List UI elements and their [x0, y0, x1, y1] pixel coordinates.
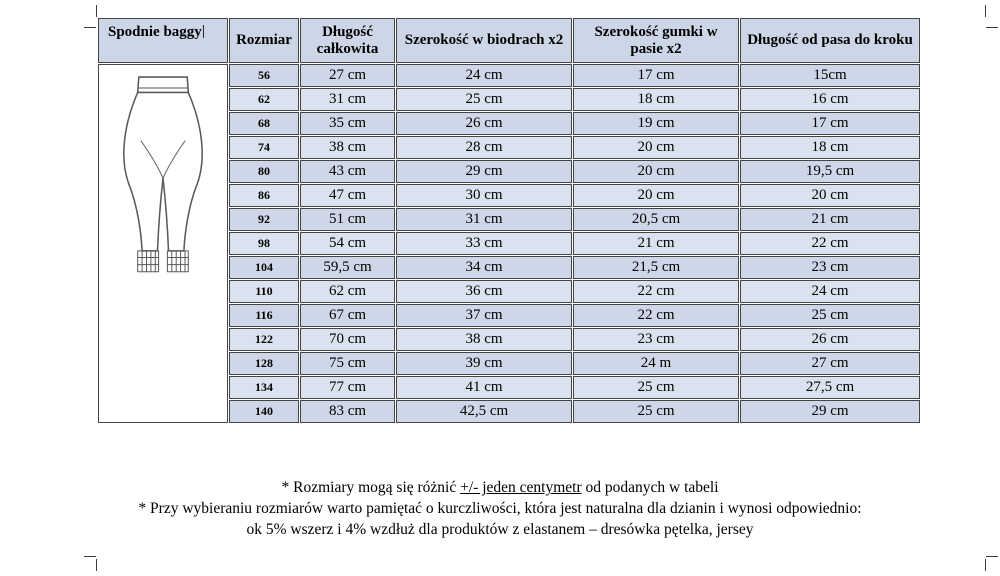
crop-mark-top-right-h	[986, 27, 998, 28]
size-cell: 92	[229, 208, 299, 231]
header-row	[98, 18, 920, 63]
crop-mark-top-left-h	[84, 27, 96, 28]
size-table-body	[98, 64, 920, 423]
text-cursor	[203, 25, 204, 38]
value-cell: 62 cm	[300, 280, 395, 303]
value-cell: 20,5 cm	[573, 208, 739, 231]
value-cell: 41 cm	[396, 376, 572, 399]
column-header-rozmiar: Rozmiar	[229, 18, 299, 63]
value-cell: 24 cm	[396, 64, 572, 87]
value-cell: 67 cm	[300, 304, 395, 327]
size-cell: 98	[229, 232, 299, 255]
value-cell: 20 cm	[573, 136, 739, 159]
column-header-dlugosc-calkowita: Długość całkowita	[300, 18, 395, 63]
value-cell: 70 cm	[300, 328, 395, 351]
value-cell: 15cm	[740, 64, 920, 87]
value-cell: 17 cm	[740, 112, 920, 135]
value-cell: 38 cm	[396, 328, 572, 351]
value-cell: 26 cm	[396, 112, 572, 135]
value-cell: 75 cm	[300, 352, 395, 375]
value-cell: 19,5 cm	[740, 160, 920, 183]
pants-image-cell	[98, 64, 228, 423]
size-cell: 86	[229, 184, 299, 207]
footnote-3: ok 5% wszerz i 4% wzdłuż dla produktów z elastanem – dresówka pętelka, jersey	[246, 521, 754, 538]
value-cell: 28 cm	[396, 136, 572, 159]
value-cell: 27,5 cm	[740, 376, 920, 399]
product-title: Spodnie baggy	[108, 24, 202, 40]
footnote-1	[0, 477, 1000, 498]
footnote-2: * Przy wybieraniu rozmiarów warto pamiętać o kurczliwości, która jest naturalna dla dzianin i wynosi odpowiednio:	[138, 500, 862, 517]
value-cell: 21,5 cm	[573, 256, 739, 279]
size-cell: 74	[229, 136, 299, 159]
size-cell: 104	[229, 256, 299, 279]
footnotes	[0, 477, 1000, 540]
size-cell: 128	[229, 352, 299, 375]
size-cell: 56	[229, 64, 299, 87]
value-cell: 77 cm	[300, 376, 395, 399]
value-cell: 22 cm	[573, 304, 739, 327]
size-cell: 80	[229, 160, 299, 183]
value-cell: 25 cm	[396, 88, 572, 111]
value-cell: 31 cm	[300, 88, 395, 111]
value-cell: 38 cm	[300, 136, 395, 159]
value-cell: 47 cm	[300, 184, 395, 207]
value-cell: 22 cm	[573, 280, 739, 303]
value-cell: 36 cm	[396, 280, 572, 303]
value-cell: 83 cm	[300, 400, 395, 423]
footnote-1-prefix: * Rozmiary mogą się różnić	[281, 479, 461, 496]
crop-mark-bottom-right-v	[985, 559, 986, 571]
value-cell: 54 cm	[300, 232, 395, 255]
value-cell: 24 m	[573, 352, 739, 375]
size-cell: 110	[229, 280, 299, 303]
value-cell: 35 cm	[300, 112, 395, 135]
value-cell: 59,5 cm	[300, 256, 395, 279]
value-cell: 29 cm	[740, 400, 920, 423]
baggy-pants-icon	[108, 68, 218, 283]
crop-mark-bottom-left-v	[96, 559, 97, 571]
value-cell: 43 cm	[300, 160, 395, 183]
value-cell: 51 cm	[300, 208, 395, 231]
value-cell: 16 cm	[740, 88, 920, 111]
value-cell: 29 cm	[396, 160, 572, 183]
value-cell: 20 cm	[740, 184, 920, 207]
size-cell: 140	[229, 400, 299, 423]
value-cell: 25 cm	[573, 400, 739, 423]
value-cell: 18 cm	[573, 88, 739, 111]
value-cell: 21 cm	[573, 232, 739, 255]
value-cell: 23 cm	[573, 328, 739, 351]
value-cell: 27 cm	[740, 352, 920, 375]
size-cell: 122	[229, 328, 299, 351]
value-cell: 25 cm	[740, 304, 920, 327]
size-cell: 62	[229, 88, 299, 111]
value-cell: 37 cm	[396, 304, 572, 327]
value-cell: 20 cm	[573, 160, 739, 183]
value-cell: 30 cm	[396, 184, 572, 207]
value-cell: 23 cm	[740, 256, 920, 279]
value-cell: 18 cm	[740, 136, 920, 159]
column-header-szerokosc-gumki: Szerokość gumki w pasie x2	[573, 18, 739, 63]
column-header-szerokosc-biodra: Szerokość w biodrach x2	[396, 18, 572, 63]
footnote-1-suffix: od podanych w tabeli	[581, 479, 719, 496]
value-cell: 19 cm	[573, 112, 739, 135]
footnote-1-underlined: +/- jeden centymetr	[460, 479, 582, 496]
size-cell: 116	[229, 304, 299, 327]
size-cell: 68	[229, 112, 299, 135]
value-cell: 39 cm	[396, 352, 572, 375]
value-cell: 25 cm	[573, 376, 739, 399]
table-row	[98, 64, 920, 87]
crop-mark-bottom-right-h	[986, 556, 998, 557]
value-cell: 17 cm	[573, 64, 739, 87]
value-cell: 20 cm	[573, 184, 739, 207]
product-header-cell	[98, 18, 228, 63]
value-cell: 34 cm	[396, 256, 572, 279]
crop-mark-bottom-left-h	[84, 556, 96, 557]
value-cell: 27 cm	[300, 64, 395, 87]
value-cell: 22 cm	[740, 232, 920, 255]
value-cell: 26 cm	[740, 328, 920, 351]
crop-mark-top-right-v	[985, 5, 986, 17]
size-cell: 134	[229, 376, 299, 399]
value-cell: 21 cm	[740, 208, 920, 231]
value-cell: 24 cm	[740, 280, 920, 303]
size-table	[97, 17, 921, 424]
column-header-dlugosc-pas-krok: Długość od pasa do kroku	[740, 18, 920, 63]
crop-mark-top-left-v	[96, 5, 97, 17]
value-cell: 42,5 cm	[396, 400, 572, 423]
value-cell: 33 cm	[396, 232, 572, 255]
value-cell: 31 cm	[396, 208, 572, 231]
